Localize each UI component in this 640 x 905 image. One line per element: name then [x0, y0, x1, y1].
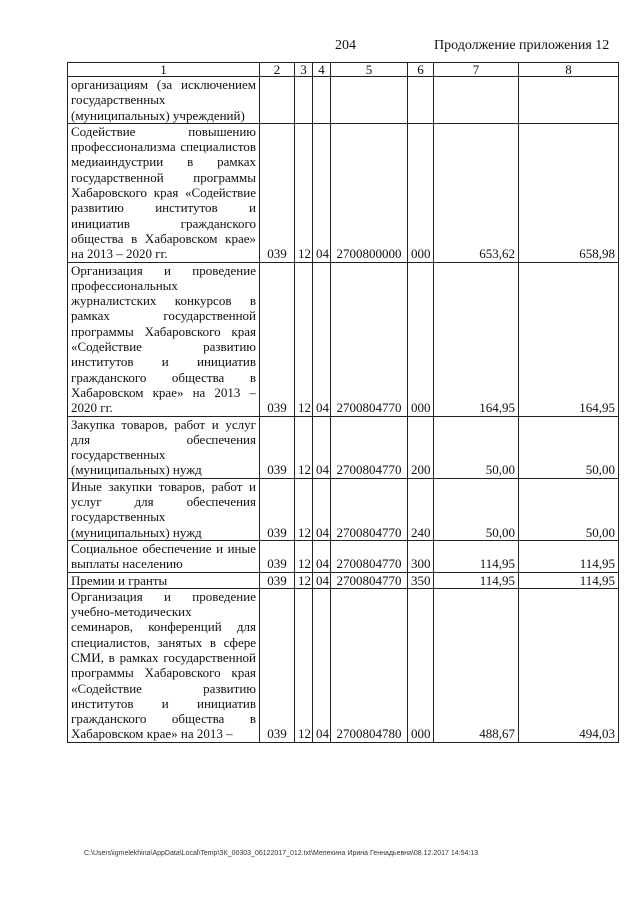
budget-table	[67, 62, 619, 743]
cell-subsection: 04	[313, 478, 331, 540]
row-name: Содействие повышению профессионализма специалистов медиаиндустрии в рамках государственной программы Хабаровского края «Содействие развитию институтов и инициатив гражданского общества в Хабаровском крае» на 2013 – 2020 гг.	[68, 123, 260, 262]
table-row	[68, 588, 619, 742]
row-name: организациям (за исключением государственных (муниципальных) учреждений)	[68, 77, 260, 124]
cell-ministry: 039	[260, 588, 295, 742]
row-name: Социальное обеспечение и иные выплаты населению	[68, 540, 260, 572]
cell-expense-type: 240	[408, 478, 434, 540]
page-caption: Продолжение приложения 12	[434, 38, 610, 53]
cell-target-item: 2700800000	[331, 123, 408, 262]
cell-section: 12	[295, 416, 313, 478]
cell-amount-2: 50,00	[519, 416, 619, 478]
cell-expense-type: 300	[408, 540, 434, 572]
page-number: 204	[335, 38, 356, 53]
column-number: 7	[434, 63, 519, 77]
cell-ministry: 039	[260, 123, 295, 262]
cell-expense-type: 000	[408, 123, 434, 262]
column-number: 6	[408, 63, 434, 77]
cell-amount-2: 114,95	[519, 572, 619, 588]
cell-ministry: 039	[260, 572, 295, 588]
cell-ministry: 039	[260, 540, 295, 572]
cell-subsection: 04	[313, 572, 331, 588]
cell-amount-2: 114,95	[519, 540, 619, 572]
column-number-row	[68, 63, 619, 77]
cell-amount-1: 50,00	[434, 416, 519, 478]
cell-subsection	[313, 77, 331, 124]
cell-target-item: 2700804770	[331, 478, 408, 540]
column-number: 2	[260, 63, 295, 77]
table-row	[68, 478, 619, 540]
cell-target-item: 2700804770	[331, 262, 408, 416]
cell-amount-2: 164,95	[519, 262, 619, 416]
cell-ministry: 039	[260, 262, 295, 416]
cell-section: 12	[295, 478, 313, 540]
cell-amount-1: 114,95	[434, 540, 519, 572]
cell-ministry: 039	[260, 416, 295, 478]
cell-amount-1: 50,00	[434, 478, 519, 540]
cell-section	[295, 77, 313, 124]
cell-subsection: 04	[313, 123, 331, 262]
footer-file-path: C:\Users\igmelekhina\AppData\Local\Temp\ЗК_00303_06122017_012.txt\Мелехина Ирина Геннадьевна\08.12.2017 14:54:13	[84, 850, 479, 857]
cell-expense-type: 200	[408, 416, 434, 478]
cell-amount-1: 488,67	[434, 588, 519, 742]
table-row	[68, 77, 619, 124]
cell-amount-2: 50,00	[519, 478, 619, 540]
cell-subsection: 04	[313, 262, 331, 416]
cell-ministry	[260, 77, 295, 124]
table-row	[68, 262, 619, 416]
cell-amount-1	[434, 77, 519, 124]
row-name: Иные закупки товаров, работ и услуг для обеспечения государственных (муниципальных) нужд	[68, 478, 260, 540]
cell-amount-1: 114,95	[434, 572, 519, 588]
column-number: 8	[519, 63, 619, 77]
table-row	[68, 540, 619, 572]
table-row	[68, 572, 619, 588]
cell-expense-type: 350	[408, 572, 434, 588]
cell-target-item: 2700804780	[331, 588, 408, 742]
cell-amount-1: 164,95	[434, 262, 519, 416]
column-number: 1	[68, 63, 260, 77]
table-row	[68, 416, 619, 478]
cell-target-item: 2700804770	[331, 572, 408, 588]
table-row	[68, 123, 619, 262]
cell-subsection: 04	[313, 588, 331, 742]
row-name: Премии и гранты	[68, 572, 260, 588]
cell-section: 12	[295, 588, 313, 742]
cell-target-item: 2700804770	[331, 416, 408, 478]
column-number: 3	[295, 63, 313, 77]
cell-target-item	[331, 77, 408, 124]
cell-subsection: 04	[313, 416, 331, 478]
cell-section: 12	[295, 262, 313, 416]
column-number: 4	[313, 63, 331, 77]
cell-section: 12	[295, 572, 313, 588]
cell-amount-2: 658,98	[519, 123, 619, 262]
cell-expense-type: 000	[408, 588, 434, 742]
cell-section: 12	[295, 540, 313, 572]
row-name: Организация и проведение учебно-методических семинаров, конференций для специалистов, занятых в сфере СМИ, в рамках государственной программы Хабаровского края «Содействие развитию институтов и инициатив гражданского общества в Хабаровском крае» на 2013 –	[68, 588, 260, 742]
cell-section: 12	[295, 123, 313, 262]
cell-amount-2: 494,03	[519, 588, 619, 742]
cell-expense-type	[408, 77, 434, 124]
cell-target-item: 2700804770	[331, 540, 408, 572]
column-number: 5	[331, 63, 408, 77]
cell-subsection: 04	[313, 540, 331, 572]
row-name: Закупка товаров, работ и услуг для обеспечения государственных (муниципальных) нужд	[68, 416, 260, 478]
cell-amount-2	[519, 77, 619, 124]
row-name: Организация и проведение профессиональных журналистских конкурсов в рамках государственной программы Хабаровского края «Содействие развитию институтов и инициатив гражданского общества в Хабаровском крае» на 2013 – 2020 гг.	[68, 262, 260, 416]
cell-expense-type: 000	[408, 262, 434, 416]
cell-amount-1: 653,62	[434, 123, 519, 262]
cell-ministry: 039	[260, 478, 295, 540]
